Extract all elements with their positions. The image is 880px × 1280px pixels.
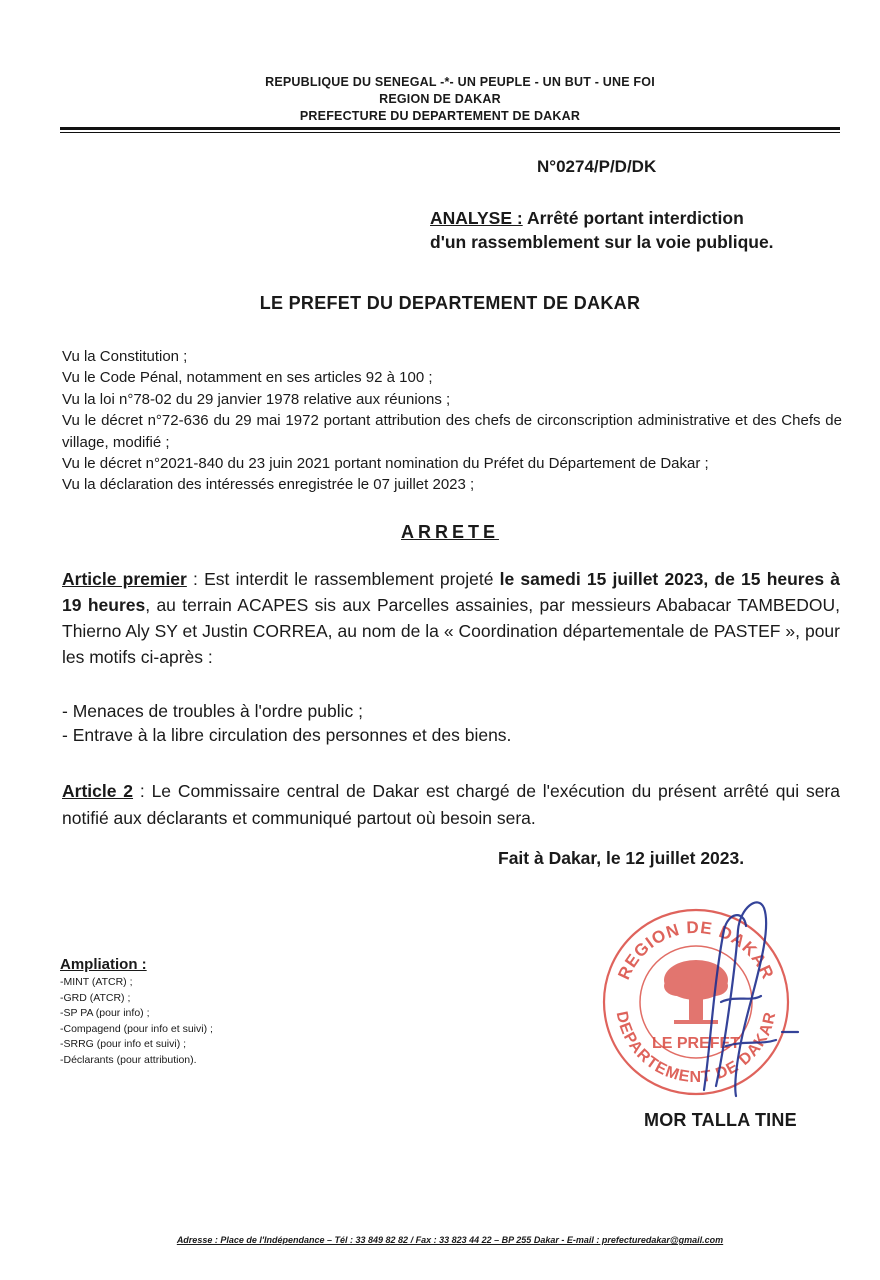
stamp-text-top: REGION DE DAKAR <box>614 917 778 983</box>
stamp-text-bottom: DEPARTEMENT DE DAKAR <box>612 1009 780 1087</box>
article-premier-date: le samedi 15 juillet 2023, de 15 heures à 19 heures <box>62 569 840 615</box>
visa-item: Vu le Code Pénal, notamment en ses articles 92 à 100 ; <box>62 369 433 387</box>
letterhead-republic: REPUBLIQUE DU SENEGAL -*- UN PEUPLE - UN BUT - UNE FOI <box>265 75 655 89</box>
ampliation-item: -GRD (ATCR) ; <box>60 991 131 1004</box>
arrete-heading <box>0 522 880 543</box>
article-premier-text-b: , au terrain ACAPES sis aux Parcelles assainies, par messieurs Ababacar TAMBEDOU, Thierno Aly SY et Justin CORREA, au nom de la « Coordination départementale de PASTEF », pour les motifs ci-après : <box>62 595 840 667</box>
letterhead-region: REGION DE DAKAR <box>379 92 501 106</box>
ampliation-item: -MINT (ATCR) ; <box>60 976 133 988</box>
ampliation-item: -SP PA (pour info) ; <box>60 1007 150 1020</box>
visa-item: Vu le décret n°2021-840 du 23 juin 2021 portant nomination du Préfet du Département de Dakar ; <box>62 455 709 473</box>
motif-item: - Entrave à la libre circulation des personnes et des biens. <box>62 725 512 745</box>
prefet-title: LE PREFET DU DEPARTEMENT DE DAKAR <box>259 293 641 313</box>
signer-name: MOR TALLA TINE <box>644 1110 797 1130</box>
motifs-list <box>62 699 840 747</box>
header-rule-thick <box>60 127 840 130</box>
analyse-label: ANALYSE : <box>430 208 523 228</box>
article-2-label: Article 2 <box>62 781 134 801</box>
prefect-seal-stamp <box>586 890 816 1100</box>
ampliation-title: Ampliation : <box>60 956 147 973</box>
visa-item: Vu le décret n°72-636 du 29 mai 1972 portant attribution des chefs de circonscription administrative et des Chefs de village, modifié ; <box>62 412 842 451</box>
ampliation-block <box>60 956 213 1069</box>
ampliation-item: -Déclarants (pour attribution). <box>60 1053 197 1066</box>
ampliation-item: -Compagend (pour info et suivi) ; <box>60 1022 213 1035</box>
visa-item: Vu la loi n°78-02 du 29 janvier 1978 relative aux réunions ; <box>62 390 451 408</box>
header-rule-thin <box>60 132 840 133</box>
analyse-line1: Arrêté portant interdiction <box>526 208 744 228</box>
motif-item: - Menaces de troubles à l'ordre public ; <box>62 701 363 721</box>
article-2 <box>62 778 840 832</box>
article-premier-sep: : <box>186 569 205 589</box>
fait-a-dakar: Fait à Dakar, le 12 juillet 2023. <box>498 848 745 868</box>
article-2-sep: : <box>133 781 152 801</box>
article-premier-text-a: Est interdit le rassemblement projeté <box>204 569 500 589</box>
footer-address: Adresse : Place de l'Indépendance – Tél : 33 849 82 82 / Fax : 33 823 44 22 – BP 255 Dakar - E-mail : prefecturedakar@gmail.com <box>176 1235 724 1245</box>
ampliation-item: -SRRG (pour info et suivi) ; <box>60 1038 187 1051</box>
article-premier <box>62 566 840 670</box>
article-2-text: Le Commissaire central de Dakar est chargé de l'exécution du présent arrêté qui sera notifié aux déclarants et communiqué partout où besoin sera. <box>62 781 840 828</box>
stamp-center-text: LE PREFET <box>651 1035 741 1052</box>
article-premier-label: Article premier <box>62 569 187 589</box>
analyse-block <box>430 206 842 254</box>
analyse-line2: d'un rassemblement sur la voie publique. <box>430 232 774 252</box>
decree-reference-number: N°0274/P/D/DK <box>537 157 657 176</box>
letterhead-prefecture: PREFECTURE DU DEPARTEMENT DE DAKAR <box>299 109 581 123</box>
visa-item: Vu la déclaration des intéressés enregistrée le 07 juillet 2023 ; <box>62 476 475 494</box>
visas-list <box>62 346 842 496</box>
visa-item: Vu la Constitution ; <box>62 348 188 365</box>
arrete-title: ARRETE <box>400 522 499 542</box>
letterhead <box>0 74 880 125</box>
